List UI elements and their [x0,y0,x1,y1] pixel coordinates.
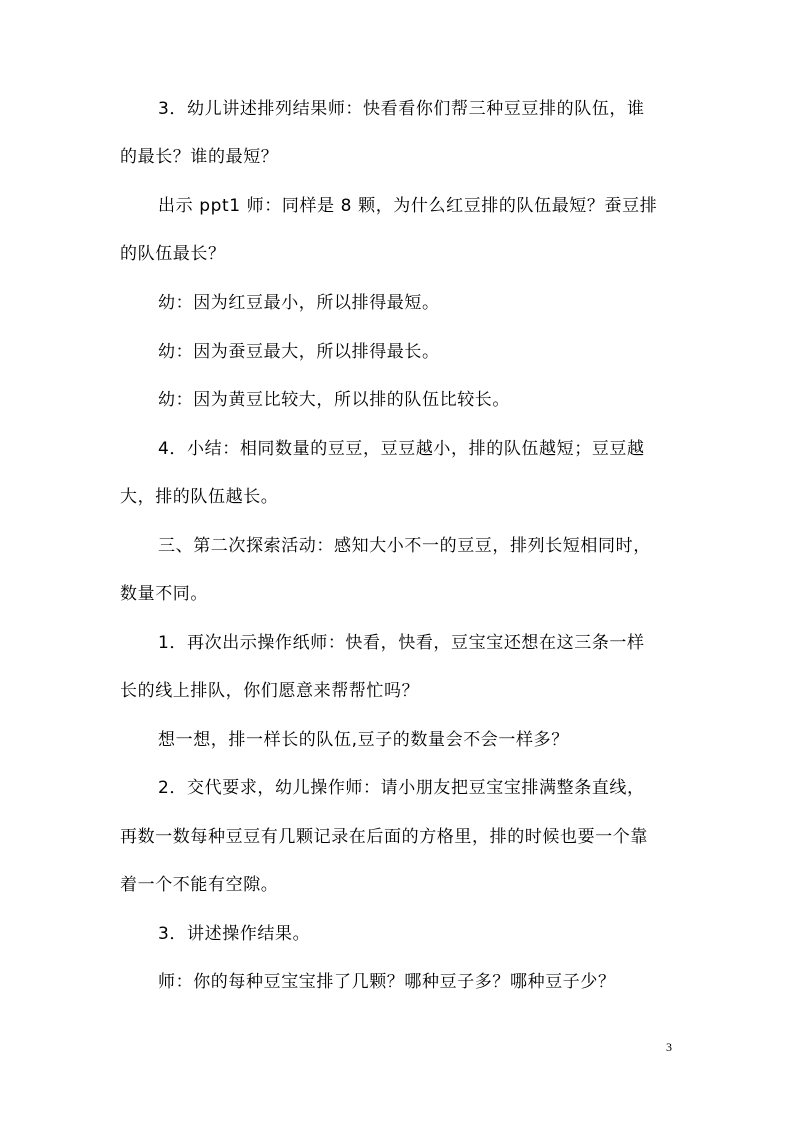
paragraph-line: 1．再次出示操作纸师：快看，快看，豆宝宝还想在这三条一样 [158,633,645,653]
paragraph-line: 幼：因为蚕豆最大，所以排得最长。 [158,342,440,362]
paragraph-line: 3．讲述操作结果。 [158,924,311,944]
page-number: 3 [666,1040,672,1054]
paragraph-line: 的队伍最长？ [120,244,226,264]
paragraph-line: 长的线上排队，你们愿意来帮帮忙吗？ [120,681,420,701]
paragraph-line: 的最长？谁的最短？ [120,147,279,167]
paragraph-line: 出示 ppt1 师：同样是 8 颗，为什么红豆排的队伍最短？蚕豆排 [158,196,658,216]
paragraph-line: 大，排的队伍越长。 [120,487,279,507]
paragraph-line: 再数一数每种豆豆有几颗记录在后面的方格里，排的时候也要一个靠 [120,827,648,847]
paragraph-line: 想一想，排一样长的队伍,豆子的数量会不会一样多？ [158,730,569,750]
paragraph-line: 幼：因为红豆最小，所以排得最短。 [158,293,440,313]
paragraph-line: 2．交代要求，幼儿操作师：请小朋友把豆宝宝排满整条直线， [158,778,645,798]
paragraph-line: 师：你的每种豆宝宝排了几颗？哪种豆子多？哪种豆子少？ [158,972,616,992]
paragraph-line: 4．小结：相同数量的豆豆，豆豆越小，排的队伍越短；豆豆越 [158,439,645,459]
paragraph-line: 三、第二次探索活动：感知大小不一的豆豆，排列长短相同时， [158,536,651,556]
paragraph-line: 着一个不能有空隙。 [120,875,279,895]
paragraph-line: 3．幼儿讲述排列结果师：快看看你们帮三种豆豆排的队伍，谁 [158,99,645,119]
paragraph-line: 幼：因为黄豆比较大，所以排的队伍比较长。 [158,390,510,410]
paragraph-line: 数量不同。 [120,584,208,604]
